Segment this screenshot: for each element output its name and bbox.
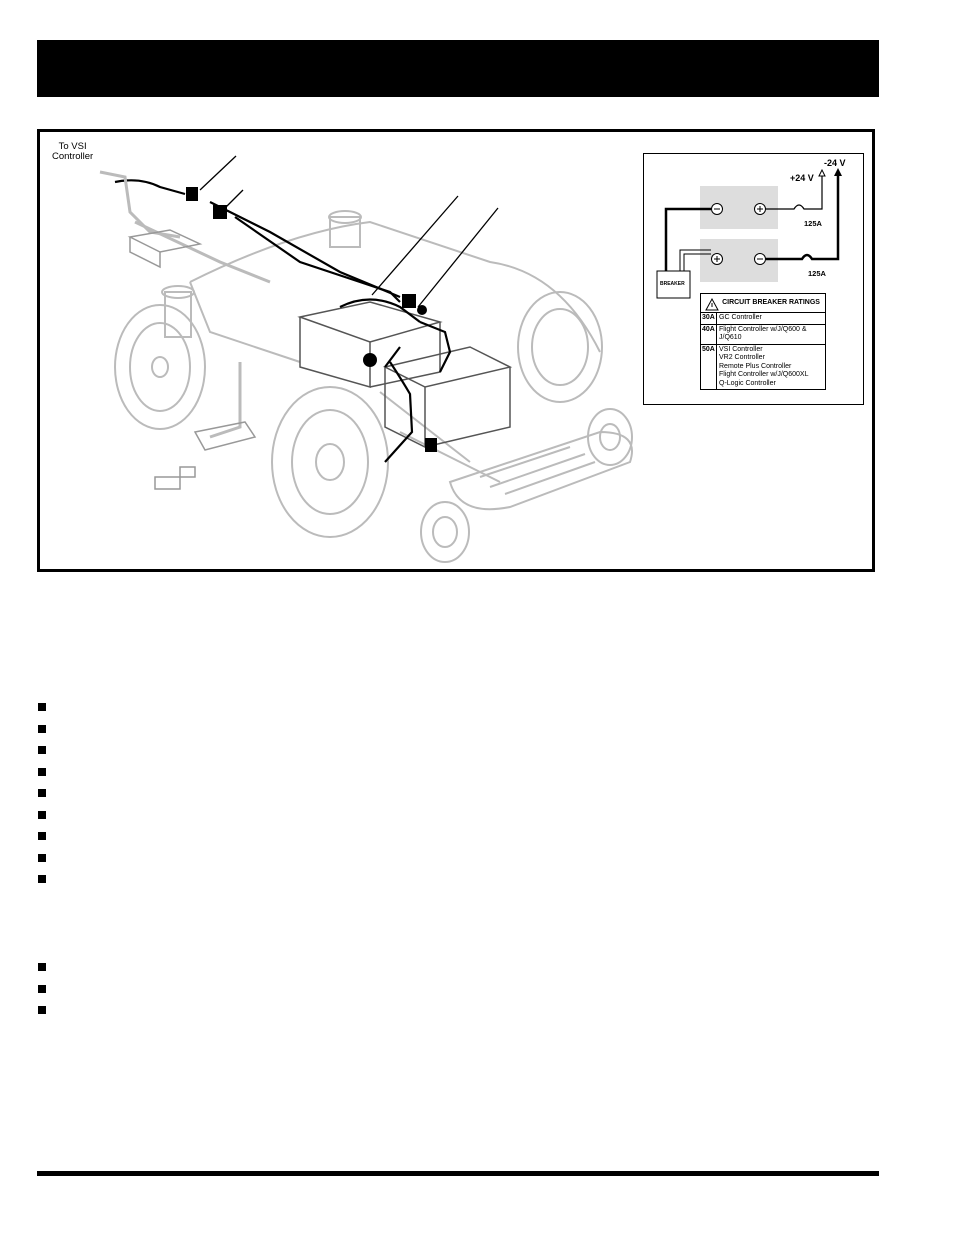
to-vsi-controller-label: To VSI Controller: [52, 141, 94, 162]
fuse-top-label: 125A: [804, 219, 822, 228]
minus-24v-label: -24 V: [824, 158, 846, 168]
bullet-square-icon: [38, 875, 46, 883]
bullet-list-2: [38, 963, 46, 1028]
circuit-breaker-ratings-table: [700, 293, 826, 390]
bullet-list-1: [38, 703, 46, 897]
rating-desc: GC Controller: [719, 314, 762, 321]
ratings-title: CIRCUIT BREAKER RATINGS: [722, 299, 820, 306]
battery-schematic: [643, 153, 864, 405]
plus-24v-label: +24 V: [790, 173, 814, 183]
fuse-bottom-label: 125A: [808, 269, 826, 278]
ratings-row: [701, 313, 825, 325]
bullet-square-icon: [38, 703, 46, 711]
header-bar: [37, 40, 879, 97]
breaker-label: BREAKER: [660, 281, 685, 287]
rating-amp: 50A: [701, 345, 717, 390]
bullet-square-icon: [38, 1006, 46, 1014]
bullet-square-icon: [38, 746, 46, 754]
bullet-square-icon: [38, 985, 46, 993]
rating-desc: VSI Controller VR2 Controller Remote Plus Controller Flight Controller w/J/Q600XL Q-Logic Controller: [719, 345, 809, 387]
bullet-square-icon: [38, 725, 46, 733]
bullet-square-icon: [38, 768, 46, 776]
bullet-square-icon: [38, 811, 46, 819]
ratings-header: [701, 294, 825, 313]
ratings-row: [701, 345, 825, 390]
bullet-square-icon: [38, 789, 46, 797]
wiring-figure: [37, 129, 875, 572]
rating-amp: 30A: [701, 313, 717, 324]
bullet-square-icon: [38, 963, 46, 971]
ratings-row: [701, 325, 825, 345]
bullet-square-icon: [38, 832, 46, 840]
bullet-square-icon: [38, 854, 46, 862]
rating-amp: 40A: [701, 325, 717, 344]
footer-rule: [37, 1171, 879, 1176]
rating-desc: Flight Controller w/J/Q600 & J/Q610: [719, 325, 807, 341]
